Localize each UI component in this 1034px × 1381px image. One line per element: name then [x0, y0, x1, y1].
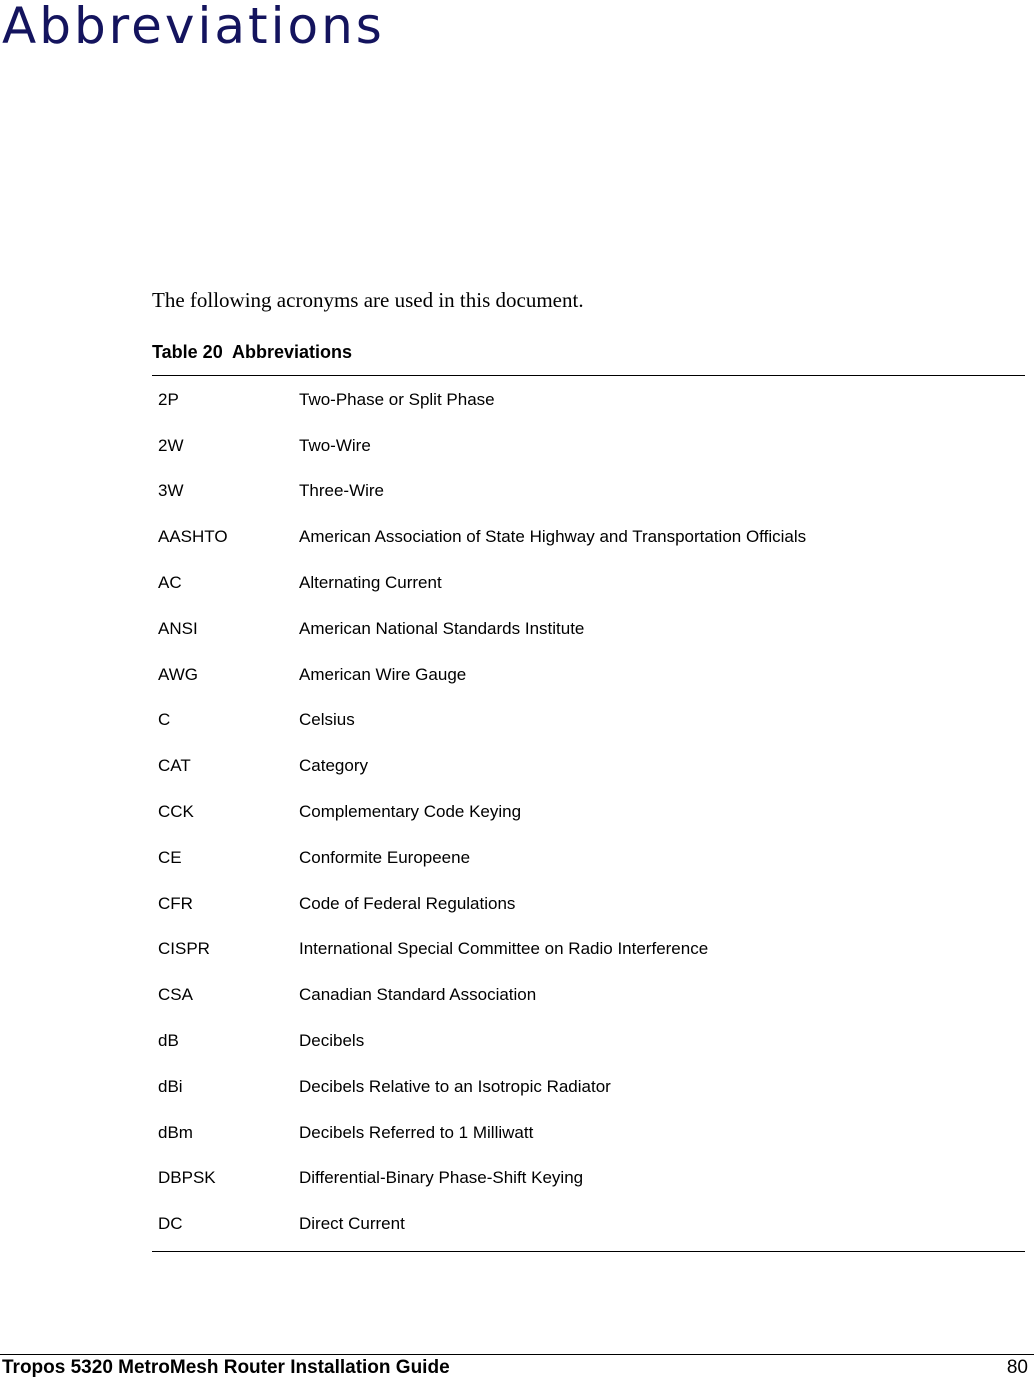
abbreviation-definition: Decibels Referred to 1 Milliwatt — [299, 1122, 534, 1142]
abbreviation-definition: Canadian Standard Association — [299, 985, 537, 1005]
abbreviation-term: 2P — [158, 389, 179, 409]
abbreviation-term: CSA — [158, 985, 193, 1005]
abbreviation-term: C — [158, 710, 171, 730]
abbreviation-term: CCK — [158, 802, 194, 822]
table-row — [152, 514, 1025, 560]
intro-text: The following acronyms are used in this document. — [152, 288, 584, 312]
abbreviation-term: DC — [158, 1214, 183, 1234]
abbreviation-term: ANSI — [158, 618, 198, 638]
abbreviation-term: 3W — [158, 481, 184, 501]
abbreviation-definition: Celsius — [299, 710, 355, 730]
abbreviation-term: CAT — [158, 756, 191, 776]
table-row — [152, 835, 1025, 881]
abbreviation-term: AASHTO — [158, 527, 228, 547]
table-row — [152, 698, 1025, 744]
abbreviation-term: DBPSK — [158, 1168, 216, 1188]
table-row — [152, 1110, 1025, 1156]
table-caption: Table 20 Abbreviations — [152, 342, 353, 362]
abbreviation-definition: Conformite Europeene — [299, 847, 471, 867]
abbreviation-definition: American Wire Gauge — [299, 664, 467, 684]
abbreviation-definition: American Association of State Highway and Transportation Officials — [299, 527, 807, 547]
abbreviation-term: 2W — [158, 435, 184, 455]
abbreviations-table — [152, 375, 1025, 1252]
abbreviation-definition: Decibels Relative to an Isotropic Radiator — [299, 1076, 611, 1096]
abbreviation-definition: Three-Wire — [299, 481, 385, 501]
abbreviation-term: dBm — [158, 1122, 193, 1142]
footer-document-title: Tropos 5320 MetroMesh Router Installation Guide — [2, 1357, 450, 1378]
abbreviation-term: dB — [158, 1031, 179, 1051]
abbreviation-definition: American National Standards Institute — [299, 618, 585, 638]
abbreviation-definition: Code of Federal Regulations — [299, 893, 516, 913]
table-row — [152, 743, 1025, 789]
table-row — [152, 881, 1025, 927]
abbreviation-definition: Category — [299, 756, 368, 776]
table-row — [152, 927, 1025, 973]
abbreviation-term: CISPR — [158, 939, 210, 959]
abbreviation-term: AWG — [158, 664, 198, 684]
abbreviation-definition: Direct Current — [299, 1214, 405, 1234]
table-row — [152, 1064, 1025, 1110]
table-row — [152, 789, 1025, 835]
abbreviation-term: dBi — [158, 1076, 183, 1096]
abbreviation-definition: Two-Phase or Split Phase — [299, 389, 495, 409]
abbreviation-term: AC — [158, 573, 182, 593]
abbreviation-definition: International Special Committee on Radio Interference — [299, 939, 709, 959]
table-row — [152, 469, 1025, 515]
abbreviation-definition: Two-Wire — [299, 435, 371, 455]
table-row — [152, 377, 1025, 423]
abbreviation-term: CFR — [158, 893, 193, 913]
table-row — [152, 423, 1025, 469]
table-row — [152, 560, 1025, 606]
table-row — [152, 972, 1025, 1018]
abbreviation-term: CE — [158, 847, 182, 867]
table-row — [152, 652, 1025, 698]
footer-divider — [0, 1354, 1034, 1355]
table-row — [152, 606, 1025, 652]
footer-page-number: 80 — [1006, 1357, 1028, 1378]
abbreviation-definition: Decibels — [299, 1031, 365, 1051]
table-row — [152, 1156, 1025, 1202]
table-row — [152, 1201, 1025, 1247]
abbreviation-definition: Differential-Binary Phase-Shift Keying — [299, 1168, 584, 1188]
abbreviation-definition: Alternating Current — [299, 573, 442, 593]
table-row — [152, 1018, 1025, 1064]
abbreviation-definition: Complementary Code Keying — [299, 802, 522, 822]
page-title: Abbreviations — [2, 0, 385, 55]
